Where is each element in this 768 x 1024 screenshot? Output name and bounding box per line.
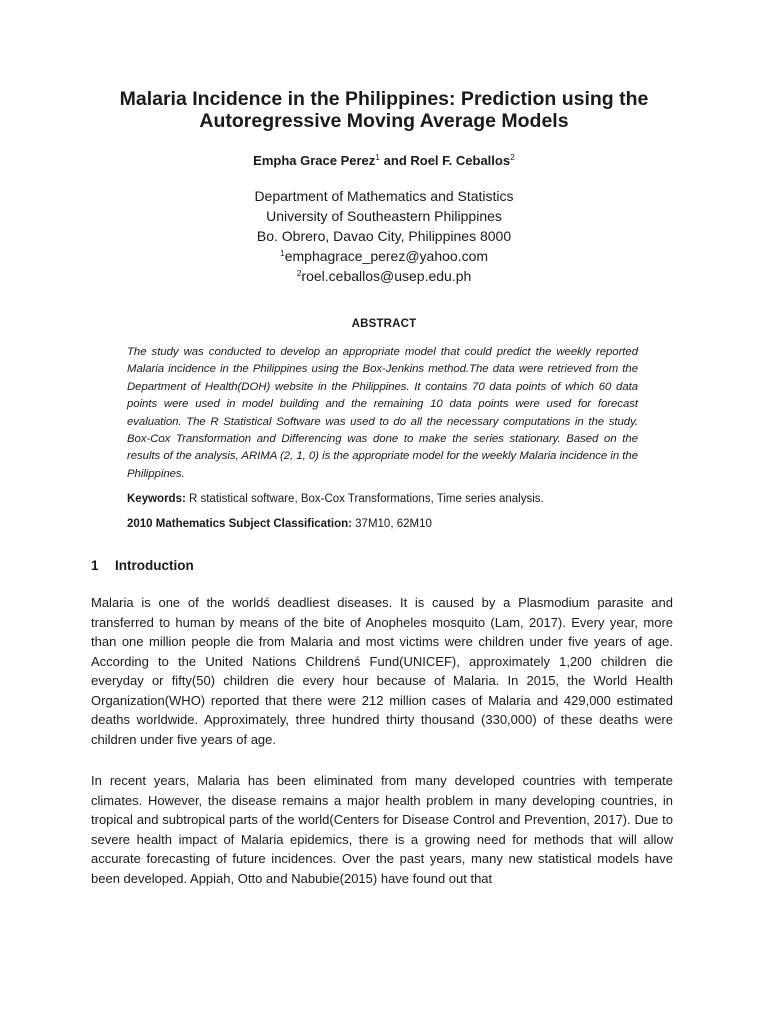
abstract-text: The study was conducted to develop an appropriate model that could predict the weekly reported Malaria incidence in the Philippines using the Box-Jenkins method.The data were retrieved from the Department of Health(DOH) website in the Philippines. It contains 70 data points of which 60 data points were used in model building and the remaining 10 data points were used for forecast evaluation. The R Statistical Software was used to do all the necessary computations in the study. Box-Cox Transformation and Differencing was done to make the series stationary. Based on the results of the analysis, ARIMA (2, 1, 0) is the appropriate model for the weekly Malaria incidence in the Philippines. [127, 346, 638, 480]
email-address[interactable]: roel.ceballos@usep.edu.ph [301, 268, 472, 284]
email-mark: 2 [296, 268, 302, 278]
author-affil-mark: 1 [375, 152, 381, 162]
affiliation-address: Bo. Obrero, Davao City, Philippines 8000 [256, 228, 512, 244]
body-paragraph: Malaria is one of the worldś deadliest diseases. It is caused by a Plasmodium parasite and transferred to human by means of the bite of Anopheles mosquito (Lam, 2017). Every year, more than one million people die from Malaria and most victims were children under five years of age. According to the United Nations Childrenś Fund(UNICEF), approximately 1,200 children die everyday or fifty(50) children die every hour because of Malaria. In 2015, the World Health Organization(WHO) reported that there were 212 million cases of Malaria and 429,000 estimated deaths worldwide. Approximately, three hundred thirty thousand (330,000) of these deaths were children under five years of age. [91, 595, 673, 747]
section-heading [91, 558, 194, 573]
keywords-text: R statistical software, Box-Cox Transformations, Time series analysis. [185, 493, 544, 505]
title-line-1: Malaria Incidence in the Philippines: Prediction using the [119, 88, 649, 110]
section-title: Introduction [115, 558, 194, 573]
abstract-heading: ABSTRACT [351, 318, 417, 330]
msc-text: 37M10, 62M10 [351, 518, 432, 530]
email-mark: 1 [279, 248, 285, 258]
section-number: 1 [91, 558, 99, 573]
paper-title [60, 88, 708, 132]
email-address[interactable]: emphagrace_perez@yahoo.com [284, 248, 489, 264]
title-line-2: Autoregressive Moving Average Models [199, 110, 569, 132]
msc-label: 2010 Mathematics Subject Classification: [127, 518, 352, 530]
affiliation-block [0, 186, 768, 286]
affiliation-department: Department of Mathematics and Statistics [254, 188, 514, 204]
body-paragraph: In recent years, Malaria has been eliminated from many developed countries with temperate climates. However, the disease remains a major health problem in many developing countries, in tropical and subtropical parts of the world(Centers for Disease Control and Prevention, 2017). Due to severe health impact of Malaria epidemics, there is a growing need for methods that will allow accurate forecasting of future incidences. Over the past years, many new statistical models have been developed. Appiah, Otto and Nabubie(2015) have found out that [91, 773, 673, 886]
affiliation-university: University of Southeastern Philippines [266, 208, 502, 224]
keywords-line [127, 491, 647, 507]
author-list [0, 152, 768, 170]
email-line [0, 266, 768, 286]
author-name: Empha Grace Perez [253, 153, 376, 168]
author-conjunction: and [380, 153, 411, 168]
author-affil-mark: 2 [510, 152, 515, 162]
keywords-label: Keywords: [127, 493, 186, 505]
msc-line [127, 516, 647, 532]
author-name: Roel F. Ceballos [410, 153, 511, 168]
email-line [0, 246, 768, 266]
